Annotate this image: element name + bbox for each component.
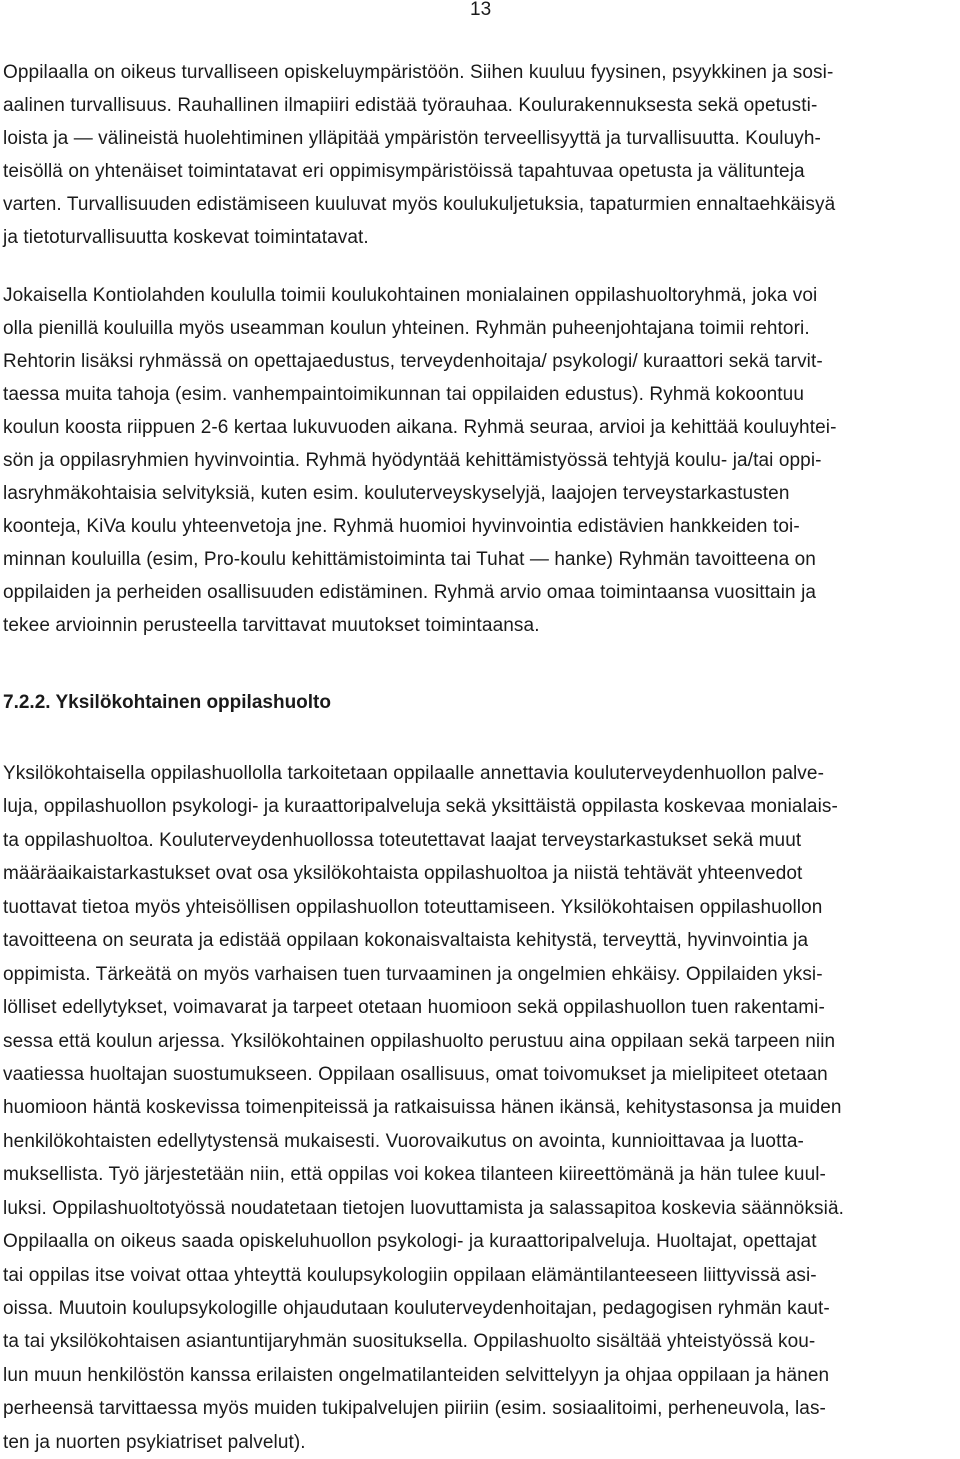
text-line: varten. Turvallisuuden edistämiseen kuuluvat myös koulukuljetuksia, tapaturmien ennaltaehkäisyä bbox=[3, 194, 836, 215]
text-line: koulun koosta riippuen 2-6 kertaa lukuvuoden aikana. Ryhmä seuraa, arvioi ja kehittää kouluyhtei- bbox=[3, 417, 837, 438]
text-line: ta oppilashuoltoa. Kouluterveydenhuollossa toteutettavat laajat terveystarkastukset sekä muut bbox=[3, 829, 802, 851]
text-line: määräaikaistarkastukset ovat osa yksilökohtaista oppilashuoltoa ja niistä tehtävät yhteenvedot bbox=[3, 863, 803, 885]
text-line: henkilökohtaisten edellytystensä mukaisesti. Vuorovaikutus on avointa, kunnioittavaa ja luotta- bbox=[3, 1130, 804, 1152]
text-line: olla pienillä kouluilla myös useamman koulun yhteinen. Ryhmän puheenjohtajana toimii rehtori. bbox=[3, 318, 810, 339]
text-line: vaatiessa huoltajan suostumukseen. Oppilaan osallisuus, omat toivomukset ja mielipiteet otetaan bbox=[3, 1063, 828, 1085]
text-line: ten ja nuorten psykiatriset palvelut). bbox=[3, 1431, 306, 1453]
text-line: oissa. Muutoin koulupsykologille ohjaudutaan kouluterveydenhoitajan, pedagogisen ryhmän kaut- bbox=[3, 1298, 830, 1319]
text-line: oppimista. Tärkeätä on myös varhaisen tuen turvaaminen ja ongelmien ehkäisy. Oppilaiden yksi- bbox=[3, 963, 823, 985]
text-line: teisöllä on yhtenäiset toimintatavat eri oppimisympäristöissä tapahtuvaa opetusta ja välitunteja bbox=[3, 161, 805, 182]
group-paragraph bbox=[3, 279, 837, 642]
text-line: Oppilaalla on oikeus saada opiskeluhuollon psykologi- ja kuraattoripalveluja. Huoltajat, opettajat bbox=[3, 1231, 817, 1253]
text-line: Oppilaalla on oikeus turvalliseen opiskeluympäristöön. Siihen kuuluu fyysinen, psyykkinen ja sosi- bbox=[3, 62, 834, 83]
text-line: sön ja oppilasryhmien hyvinvointia. Ryhmä hyödyntää kehittämistyössä tehtyjä koulu- ja/tai oppi- bbox=[3, 450, 822, 471]
text-line: taessa muita tahoja (esim. vanhempaintoimikunnan tai oppilaiden edustus). Ryhmä kokoontuu bbox=[3, 384, 805, 405]
text-line: tai oppilas itse voivat ottaa yhteyttä koulupsykologiin oppilaan elämäntilanteeseen liittyvissä asi- bbox=[3, 1264, 817, 1286]
text-line: koonteja, KiVa koulu yhteenvetoja jne. Ryhmä huomioi hyvinvointia edistävien hankkeiden toi- bbox=[3, 516, 800, 537]
text-line: ja tietoturvallisuutta koskevat toimintatavat. bbox=[3, 227, 369, 248]
text-line: minnan kouluilla (esim, Pro-koulu kehittämistoiminta tai Tuhat — hanke) Ryhmän tavoitteena on bbox=[3, 549, 816, 570]
text-line: loista ja — välineistä huolehtiminen ylläpitää ympäristön terveellisyyttä ja turvallisuutta. Kouluyh- bbox=[3, 128, 821, 149]
text-line: ta tai yksilökohtaisen asiantuntijaryhmän suosituksella. Oppilashuolto sisältää yhteistyössä kou- bbox=[3, 1331, 816, 1353]
text-line: luksi. Oppilashuoltotyössä noudatetaan tietojen luovuttamista ja salassapitoa koskevia säännöksiä. bbox=[3, 1197, 845, 1219]
individual-paragraph bbox=[3, 757, 844, 1459]
intro-paragraph bbox=[3, 56, 835, 254]
text-line: Yksilökohtaisella oppilashuollolla tarkoitetaan oppilaalle annettavia kouluterveydenhuollon palve- bbox=[3, 763, 825, 784]
text-line: oppilaiden ja perheiden osallisuuden edistäminen. Ryhmä arvio omaa toimintaansa vuosittain ja bbox=[3, 582, 817, 603]
page-number: 13 bbox=[470, 0, 492, 20]
text-line: luja, oppilashuollon psykologi- ja kuraattoripalveluja sekä yksittäistä oppilasta koskevaa monialais- bbox=[3, 796, 838, 818]
text-line: tuottavat tietoa myös yhteisöllisen oppilashuollon toteuttamiseen. Yksilökohtaisen oppilashuollon bbox=[3, 896, 823, 918]
text-line: aalinen turvallisuus. Rauhallinen ilmapiiri edistää työrauhaa. Koulurakennuksesta sekä opetusti- bbox=[3, 95, 818, 116]
section-heading: 7.2.2. Yksilökohtainen oppilashuolto bbox=[3, 692, 331, 713]
text-line: lasryhmäkohtaisia selvityksiä, kuten esim. kouluterveyskyselyjä, laajojen terveystarkastusten bbox=[3, 483, 790, 504]
text-line: perheensä tarvittaessa myös muiden tukipalvelujen piiriin (esim. sosiaalitoimi, perheneuvola, las- bbox=[3, 1398, 826, 1420]
text-line: muksellista. Työ järjestetään niin, että oppilas voi kokea tilanteen kiireettömänä ja hän tulee kuul- bbox=[3, 1164, 826, 1186]
text-line: tekee arvioinnin perusteella tarvittavat muutokset toimintaansa. bbox=[3, 615, 540, 636]
text-line: huomioon häntä koskevissa toimenpiteissä ja ratkaisuissa hänen ikänsä, kehitystasonsa ja muiden bbox=[3, 1097, 842, 1119]
text-line: lun muun henkilöstön kanssa erilaisten ongelmatilanteiden selvittelyyn ja ohjaa oppilaan ja hänen bbox=[3, 1364, 830, 1386]
text-line: tavoitteena on seurata ja edistää oppilaan kokonaisvaltaista kehitystä, terveyttä, hyvinvointia ja bbox=[3, 930, 809, 952]
text-line: sessa että koulun arjessa. Yksilökohtainen oppilashuolto perustuu aina oppilaan sekä tarpeen niin bbox=[3, 1030, 836, 1052]
text-line: Rehtorin lisäksi ryhmässä on opettajaedustus, terveydenhoitaja/ psykologi/ kuraattori sekä tarvit- bbox=[3, 351, 823, 372]
text-line: lölliset edellytykset, voimavarat ja tarpeet otetaan huomioon sekä oppilashuollon tuen rakentami- bbox=[3, 997, 825, 1019]
text-line: Jokaisella Kontiolahden koululla toimii koulukohtainen monialainen oppilashuoltoryhmä, joka voi bbox=[3, 285, 818, 306]
